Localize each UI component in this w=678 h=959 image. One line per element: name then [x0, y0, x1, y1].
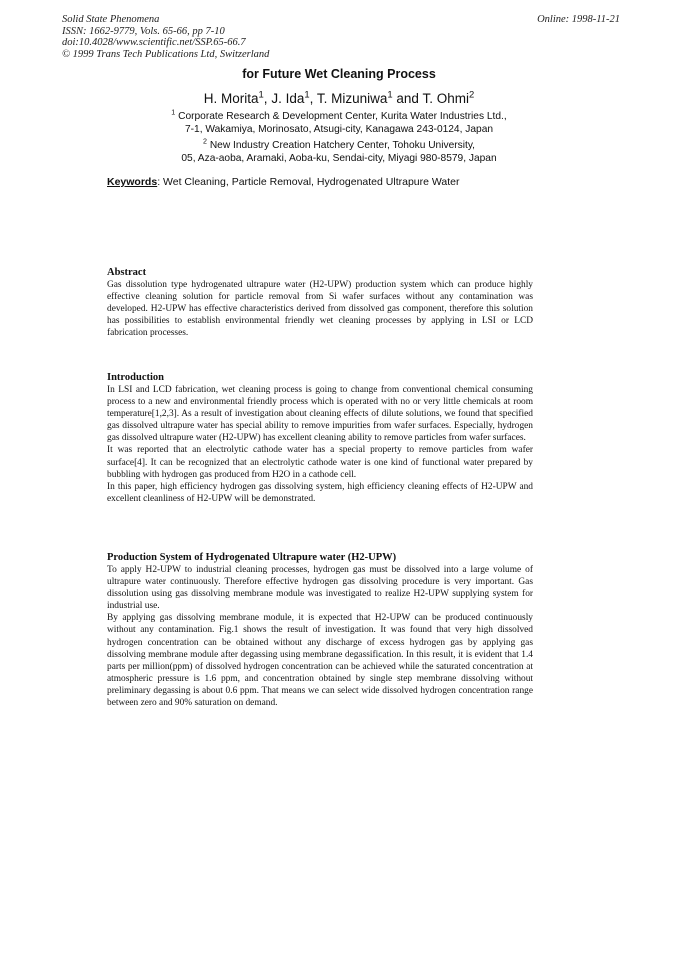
affiliation-line: 05, Aza-aoba, Aramaki, Aoba-ku, Sendai-city, Miyagi 980-8579, Japan [181, 153, 497, 164]
abstract-paragraph: Gas dissolution type hydrogenated ultrapure water (H2-UPW) production system which can produce highly effective cleaning solution for particle removal from Si wafer surfaces without any contamination was developed. H2-UPW has effective characteristics derived from dissolved gas component, therefore this solution has possibilities to establish environmental friendly wet cleaning processes by applying in LSI or LCD fabrication processes. [107, 280, 533, 339]
affiliation-mark: 1 [387, 89, 393, 101]
journal-header [62, 14, 269, 60]
introduction-paragraph-2: It was reported that an electrolytic cathode water has a special property to remove particles from wafer surface[4]. It can be recognized that an electrolytic cathode water is one kind of functional water prepared by bubbling with hydrogen gas produced from H2O in a cathode cell. [107, 445, 533, 480]
affiliation-mark: 2 [468, 89, 475, 101]
keywords-label: Keywords [107, 176, 158, 188]
affiliation-line: 7-1, Wakamiya, Morinosato, Atsugi-city, Kanagawa 243-0124, Japan [184, 124, 494, 135]
author-separator: and [392, 91, 423, 106]
journal-name: Solid State Phenomena [62, 14, 160, 25]
abstract-section [107, 266, 533, 339]
abstract-heading: Abstract [107, 267, 147, 278]
author-separator: , [309, 91, 317, 106]
author-list [0, 91, 678, 106]
affiliation-mark: 2 [203, 137, 207, 146]
affiliation-mark: 1 [304, 89, 310, 101]
introduction-paragraph-1: In LSI and LCD fabrication, wet cleaning process is going to change from conventional chemical consuming process to a new and environmental friendly process which is operated with no or very little chemicals at room temperature[1,2,3]. As a result of investigation about cleaning effects of dilute solutions, we found that specified gas dissolved ultrapure water has special ability to remove impurities from wafer surfaces. Especially, hydrogen gas dissolved ultrapure water (H2-UPW) has excellent cleaning ability to remove particles from wafer surfaces. [107, 385, 533, 444]
production-paragraph-2: By applying gas dissolving membrane module, it is expected that H2-UPW can be produced continuously without any contamination. Fig.1 shows the result of investigation. It was found that very high dissolved hydrogen concentration can be obtained without any discharge of excess hydrogen gas by applying gas dissolving membrane module after degassing using membrane degassification. In this result, it is evident that 1.4 parts per million(ppm) of dissolved hydrogen concentration can be achieved while the saturated concentration at atmospheric pressure is 1.6 ppm, and concentration obtained by single step membrane dissolving without preliminary degassing is about 0.6 ppm. That means we can select wide dissolved hydrogen concentration range between zero and 90% saturation on demand. [107, 613, 533, 709]
copyright-line: © 1999 Trans Tech Publications Ltd, Switzerland [62, 48, 270, 60]
author: H. Morita [203, 91, 259, 106]
production-section [107, 551, 533, 709]
introduction-heading: Introduction [107, 372, 164, 383]
affiliation-mark: 1 [258, 89, 264, 101]
affiliation-2 [0, 139, 678, 165]
author: T. Ohmi [422, 91, 469, 106]
introduction-section [107, 371, 533, 505]
affiliation-line: New Industry Creation Hatchery Center, Tohoku University, [209, 140, 475, 151]
affiliation-1 [0, 110, 678, 136]
doi-line: doi:10.4028/www.scientific.net/SSP.65-66.7 [62, 37, 246, 48]
author: T. Mizuniwa [316, 91, 388, 106]
introduction-paragraph-3: In this paper, high efficiency hydrogen gas dissolving system, high efficiency cleaning effects of H2-UPW and excellent cleanliness of H2-UPW will be demonstrated. [107, 481, 533, 504]
issn-line: ISSN: 1662-9779, Vols. 65-66, pp 7-10 [62, 25, 225, 37]
keywords [107, 176, 460, 188]
paper-title: for Future Wet Cleaning Process [242, 67, 436, 81]
affiliation-mark: 1 [171, 108, 176, 117]
production-paragraph-1: To apply H2-UPW to industrial cleaning processes, hydrogen gas must be dissolved into a large volume of ultrapure water continuously. Therefore effective hydrogen gas dissolving procedure is very important. Gas dissolution using gas dissolving membrane module was investigated to realize H2-UPW supplying system for industrial use. [107, 565, 533, 612]
author: J. Ida [271, 91, 305, 106]
author-separator: , [263, 91, 272, 106]
keywords-text: : Wet Cleaning, Particle Removal, Hydrogenated Ultrapure Water [157, 176, 460, 188]
online-date: Online: 1998-11-21 [537, 14, 620, 25]
production-heading: Production System of Hydrogenated Ultrapure water (H2-UPW) [107, 552, 397, 563]
affiliation-line: Corporate Research & Development Center, Kurita Water Industries Ltd., [178, 111, 507, 122]
